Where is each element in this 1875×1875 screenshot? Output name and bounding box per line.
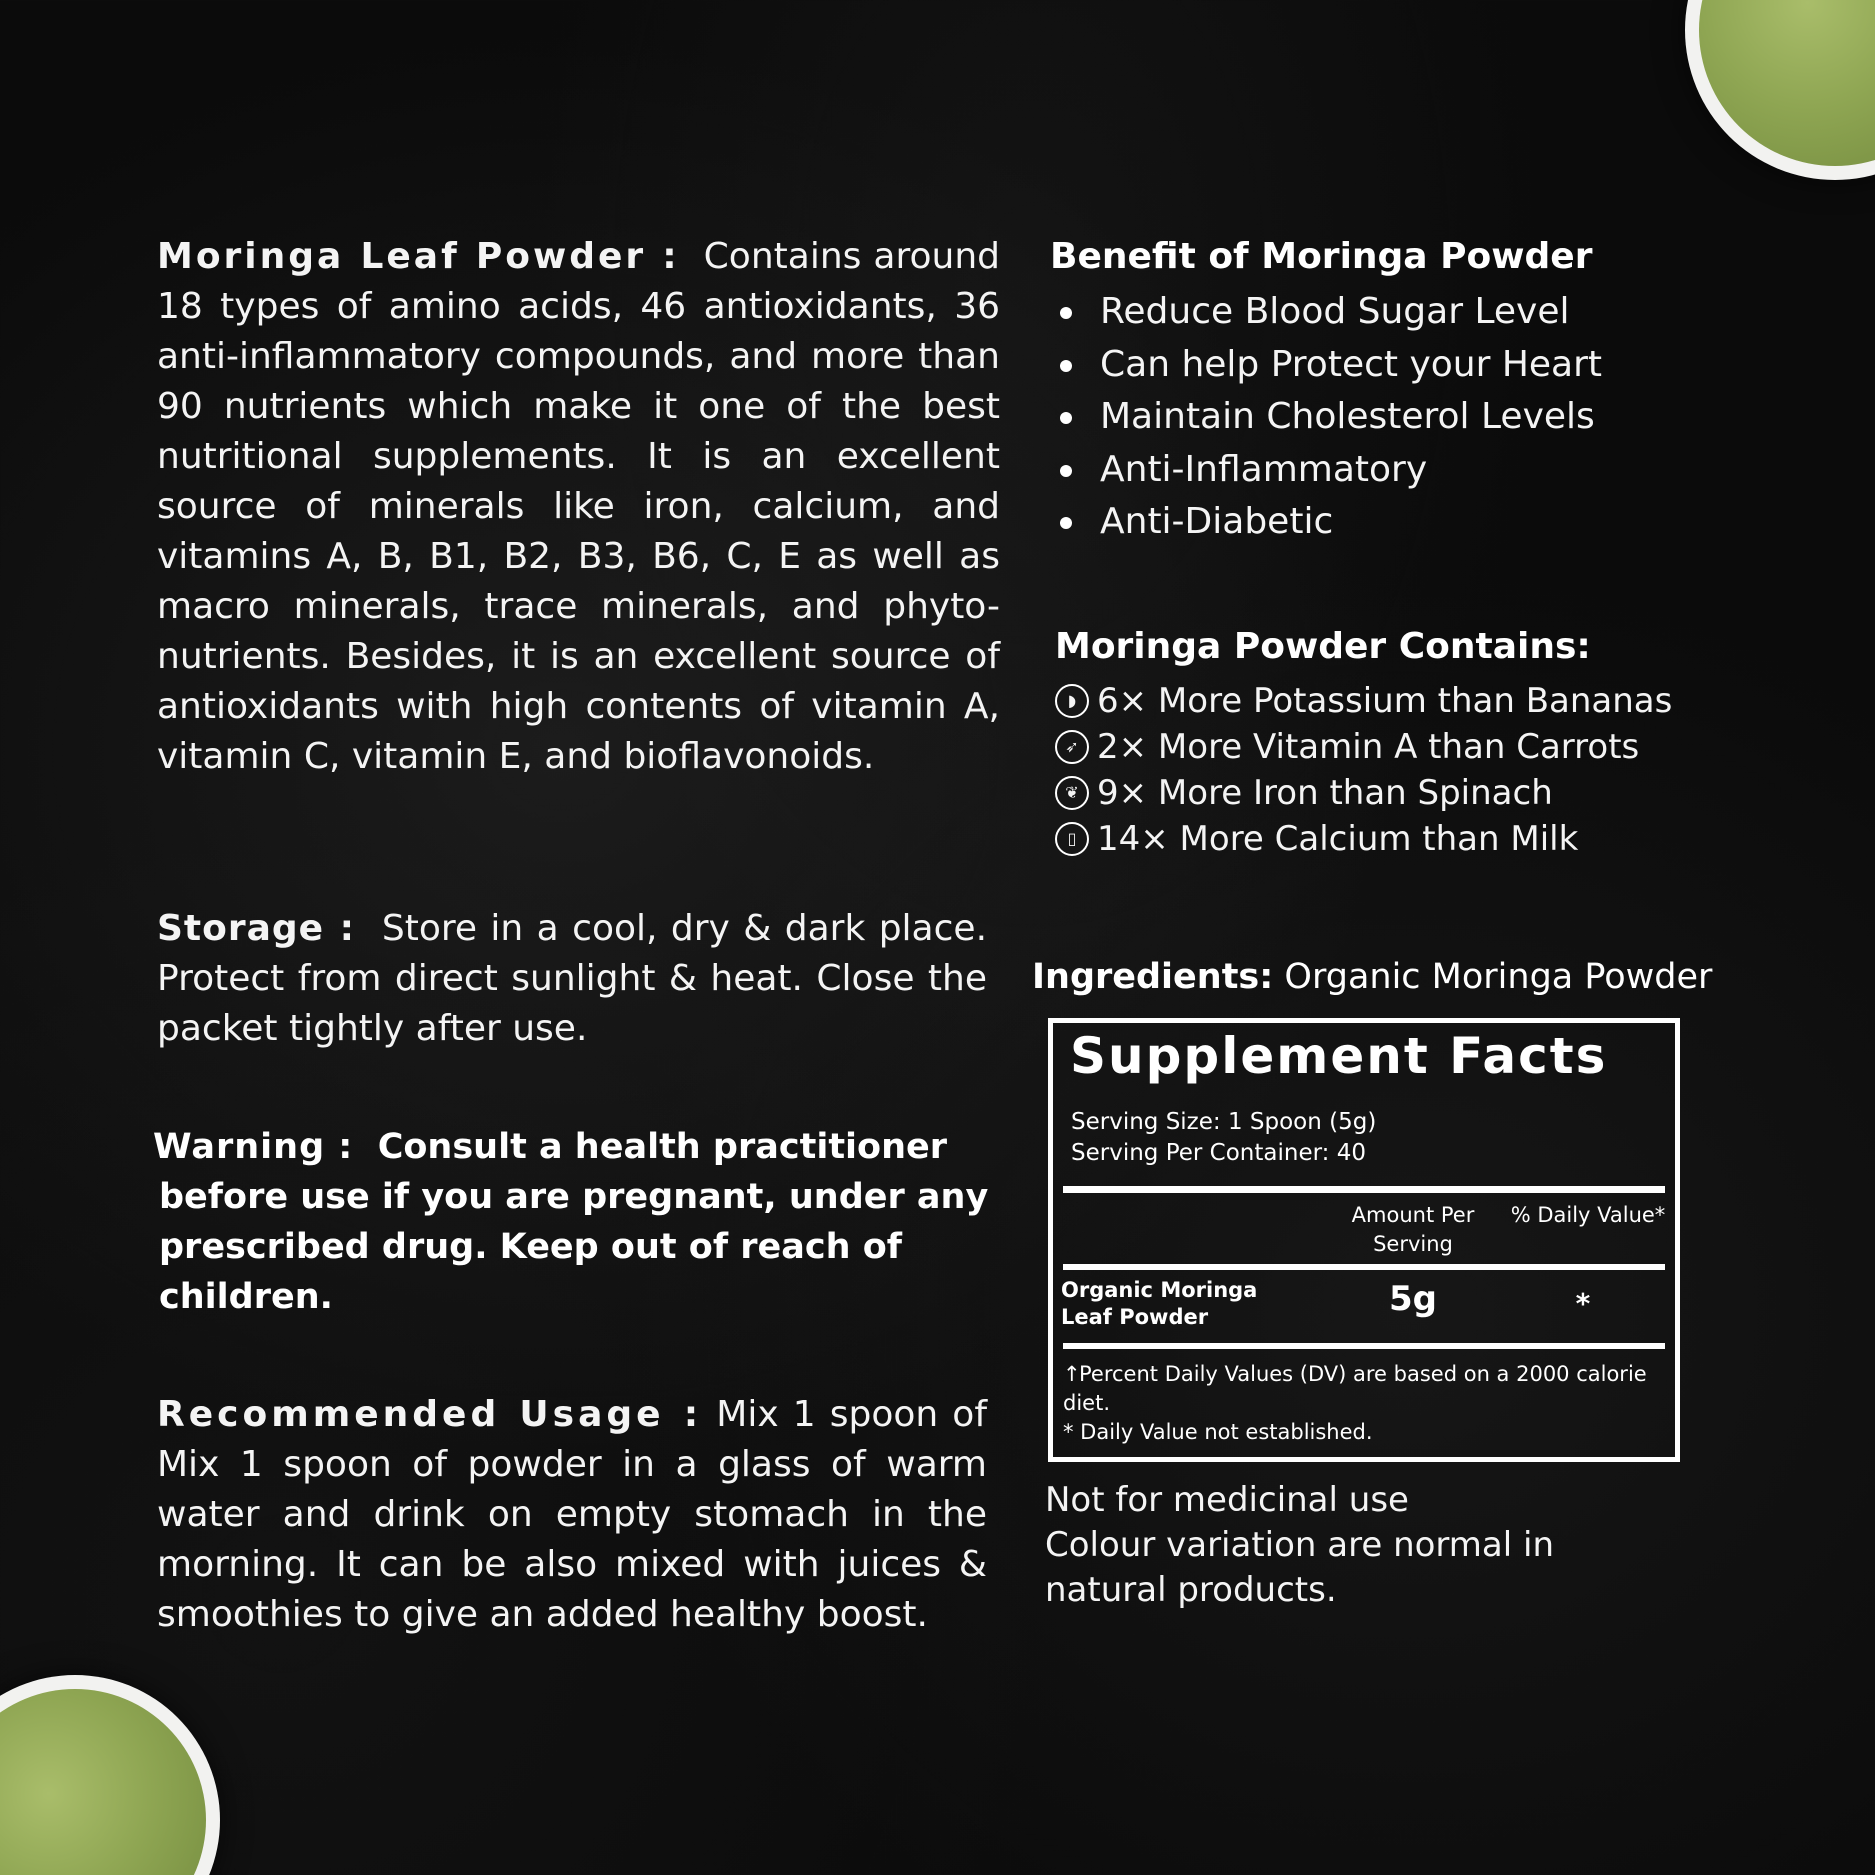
contains-title: Moringa Powder Contains: xyxy=(1055,626,1591,667)
contains-item: ▯ 14× More Calcium than Milk xyxy=(1055,816,1745,862)
contains-item: ❦ 9× More Iron than Spinach xyxy=(1055,770,1745,816)
arrow-up-icon: ↑ xyxy=(1063,1362,1081,1386)
dv-note: ↑Percent Daily Values (DV) are based on a 2000 calorie diet. xyxy=(1063,1362,1647,1415)
moringa-label: Moringa Leaf Powder : xyxy=(157,236,680,277)
supplement-facts-panel xyxy=(1048,1018,1680,1462)
moringa-text: Contains around 18 types of amino acids, 46 antioxidants, 36 anti-inflammatory compounds, and more than 90 nutrients which make it one of the best nutritional supplements. It is an excellent source of minerals like iron, calcium, and vitamins A, B, B1, B2, B3, B6, C, E as well as macro minerals, trace minerals, and phyto-nutrients. Besides, it is an excellent source of antioxidants with high contents of vitamin A, vitamin C, vitamin E, and bioflavonoids. xyxy=(157,236,1000,777)
warning-line-4: children. xyxy=(159,1277,333,1317)
moringa-bowl-image-top-right xyxy=(1685,0,1875,180)
benefit-item: Reduce Blood Sugar Level xyxy=(1050,286,1740,339)
facts-divider xyxy=(1063,1186,1665,1193)
usage-text: Mix 1 spoon of Mix 1 spoon of powder in a glass of warm water and drink on empty stomach in the morning. It can be also mixed with juices & smoothies to give an added healthy boost. xyxy=(157,1394,988,1635)
spinach-icon: ❦ xyxy=(1055,776,1089,810)
moringa-bowl-image-bottom-left xyxy=(0,1675,220,1875)
ingredients-label: Ingredients: xyxy=(1032,957,1274,997)
dv-not-established-note: * Daily Value not established. xyxy=(1063,1420,1373,1444)
serving-size: Serving Size: 1 Spoon (5g) xyxy=(1071,1109,1377,1135)
serving-info xyxy=(1071,1107,1376,1169)
banana-icon: ◗ xyxy=(1055,684,1089,718)
daily-value-header: % Daily Value* xyxy=(1510,1203,1666,1227)
milk-icon: ▯ xyxy=(1055,822,1089,856)
amount-header: Amount Per Serving xyxy=(1351,1203,1475,1256)
storage-section xyxy=(157,904,987,1054)
warning-label: Warning : xyxy=(153,1127,354,1167)
moringa-description xyxy=(157,232,1000,782)
facts-ingredient-dv: * xyxy=(1575,1287,1591,1320)
serving-per-container: Serving Per Container: 40 xyxy=(1071,1140,1366,1166)
usage-section xyxy=(157,1390,987,1640)
benefits-section xyxy=(1050,232,1740,549)
storage-label: Storage : xyxy=(157,908,356,949)
ingredients-line xyxy=(1032,952,1722,1002)
facts-notes xyxy=(1063,1360,1663,1447)
warning-section xyxy=(153,1122,996,1322)
closing-notes xyxy=(1045,1478,1685,1613)
facts-divider xyxy=(1063,1264,1665,1270)
contains-section xyxy=(1055,622,1745,862)
not-medicinal-note: Not for medicinal use xyxy=(1045,1480,1409,1520)
benefit-item: Anti-Diabetic xyxy=(1050,496,1740,549)
facts-divider xyxy=(1063,1343,1665,1349)
facts-title: Supplement Facts xyxy=(1070,1027,1608,1085)
benefit-item: Anti-Inflammatory xyxy=(1050,444,1740,497)
colour-variation-note: Colour variation are normal in natural products. xyxy=(1045,1525,1555,1610)
benefits-title: Benefit of Moringa Powder xyxy=(1050,236,1593,277)
contains-item: ◗ 6× More Potassium than Bananas xyxy=(1055,678,1745,724)
contains-item: ➶ 2× More Vitamin A than Carrots xyxy=(1055,724,1745,770)
carrot-icon: ➶ xyxy=(1055,730,1089,764)
benefits-list xyxy=(1050,286,1740,549)
benefit-item: Maintain Cholesterol Levels xyxy=(1050,391,1740,444)
warning-line-1: Warning : Consult a health practitioner xyxy=(153,1127,948,1167)
facts-ingredient-amount: 5g xyxy=(1389,1279,1437,1319)
warning-line-2: before use if you are pregnant, under any xyxy=(159,1177,989,1217)
storage-text: Store in a cool, dry & dark place. Protect from direct sunlight & heat. Close the packet tightly after use. xyxy=(157,908,988,1049)
usage-label: Recommended Usage : xyxy=(157,1394,703,1435)
benefit-item: Can help Protect your Heart xyxy=(1050,339,1740,392)
ingredients-text: Organic Moringa Powder xyxy=(1284,957,1713,997)
warning-line-3: prescribed drug. Keep out of reach of xyxy=(159,1227,902,1267)
facts-ingredient-name: Organic Moringa Leaf Powder xyxy=(1061,1278,1258,1329)
